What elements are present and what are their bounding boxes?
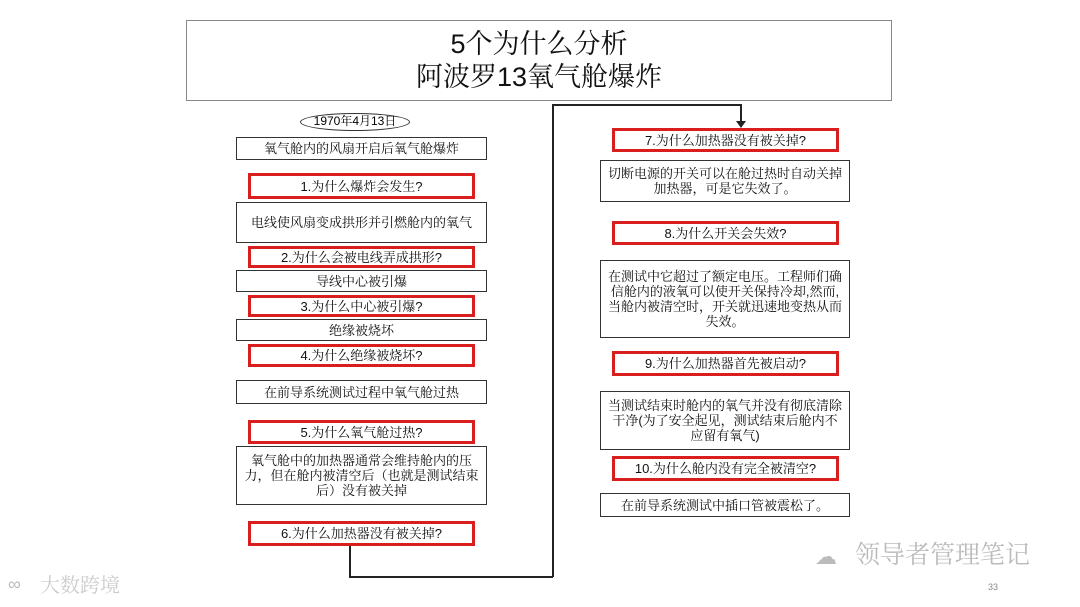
connector-line (552, 104, 741, 106)
answer-box: 电线使风扇变成拱形并引燃舱内的氧气 (236, 202, 487, 243)
answer-box: 导线中心被引爆 (236, 270, 487, 292)
answer-box: 氧气舱中的加热器通常会维持舱内的压力，但在舱内被清空后（也就是测试结束后）没有被关掉 (236, 446, 487, 505)
wechat-icon: ☁ (815, 544, 837, 569)
why-question-box: 8.为什么开关会失效? (612, 221, 839, 245)
slide-title (186, 20, 892, 101)
title-line-2: 阿波罗13氧气舱爆炸 (415, 62, 663, 92)
why-question-box: 9.为什么加热器首先被启动? (612, 351, 839, 376)
answer-box: 绝缘被烧坏 (236, 319, 487, 341)
connector-line (349, 576, 553, 578)
why-question-box: 10.为什么舱内没有完全被清空? (612, 456, 839, 481)
title-line-1: 5个为什么分析 (450, 29, 628, 59)
answer-box: 氧气舱内的风扇开启后氧气舱爆炸 (236, 137, 487, 160)
page-number: 33 (988, 582, 999, 592)
why-question-box: 7.为什么加热器没有被关掉? (612, 128, 839, 152)
why-question-box: 3.为什么中心被引爆? (248, 295, 475, 317)
answer-box: 在前导系统测试过程中氧气舱过热 (236, 380, 487, 404)
arrow-head-icon (736, 121, 746, 128)
why-question-box: 6.为什么加热器没有被关掉? (248, 521, 475, 546)
watermark-right: 领导者管理笔记 (855, 541, 1031, 569)
why-question-box: 2.为什么会被电线弄成拱形? (248, 246, 475, 268)
answer-box: 当测试结束时舱内的氧气并没有彻底清除干净(为了安全起见，测试结束后舱内不应留有氧气) (600, 391, 850, 450)
connector-line (349, 546, 351, 577)
date-oval: 1970年4月13日 (300, 113, 410, 131)
answer-box: 切断电源的开关可以在舱过热时自动关掉加热器，可是它失效了。 (600, 160, 850, 202)
answer-box: 在测试中它超过了额定电压。工程师们确信舱内的液氧可以使开关保持冷却,然而,当舱内被清空时，开关就迅速地变热从而失效。 (600, 260, 850, 338)
connector-line (552, 104, 554, 577)
answer-box: 在前导系统测试中插口管被震松了。 (600, 493, 850, 517)
watermark-left: 大数跨境 (40, 575, 120, 597)
logo-icon: ∞ (8, 574, 21, 594)
why-question-box: 5.为什么氧气舱过热? (248, 420, 475, 444)
why-question-box: 4.为什么绝缘被烧坏? (248, 344, 475, 367)
why-question-box: 1.为什么爆炸会发生? (248, 173, 475, 199)
